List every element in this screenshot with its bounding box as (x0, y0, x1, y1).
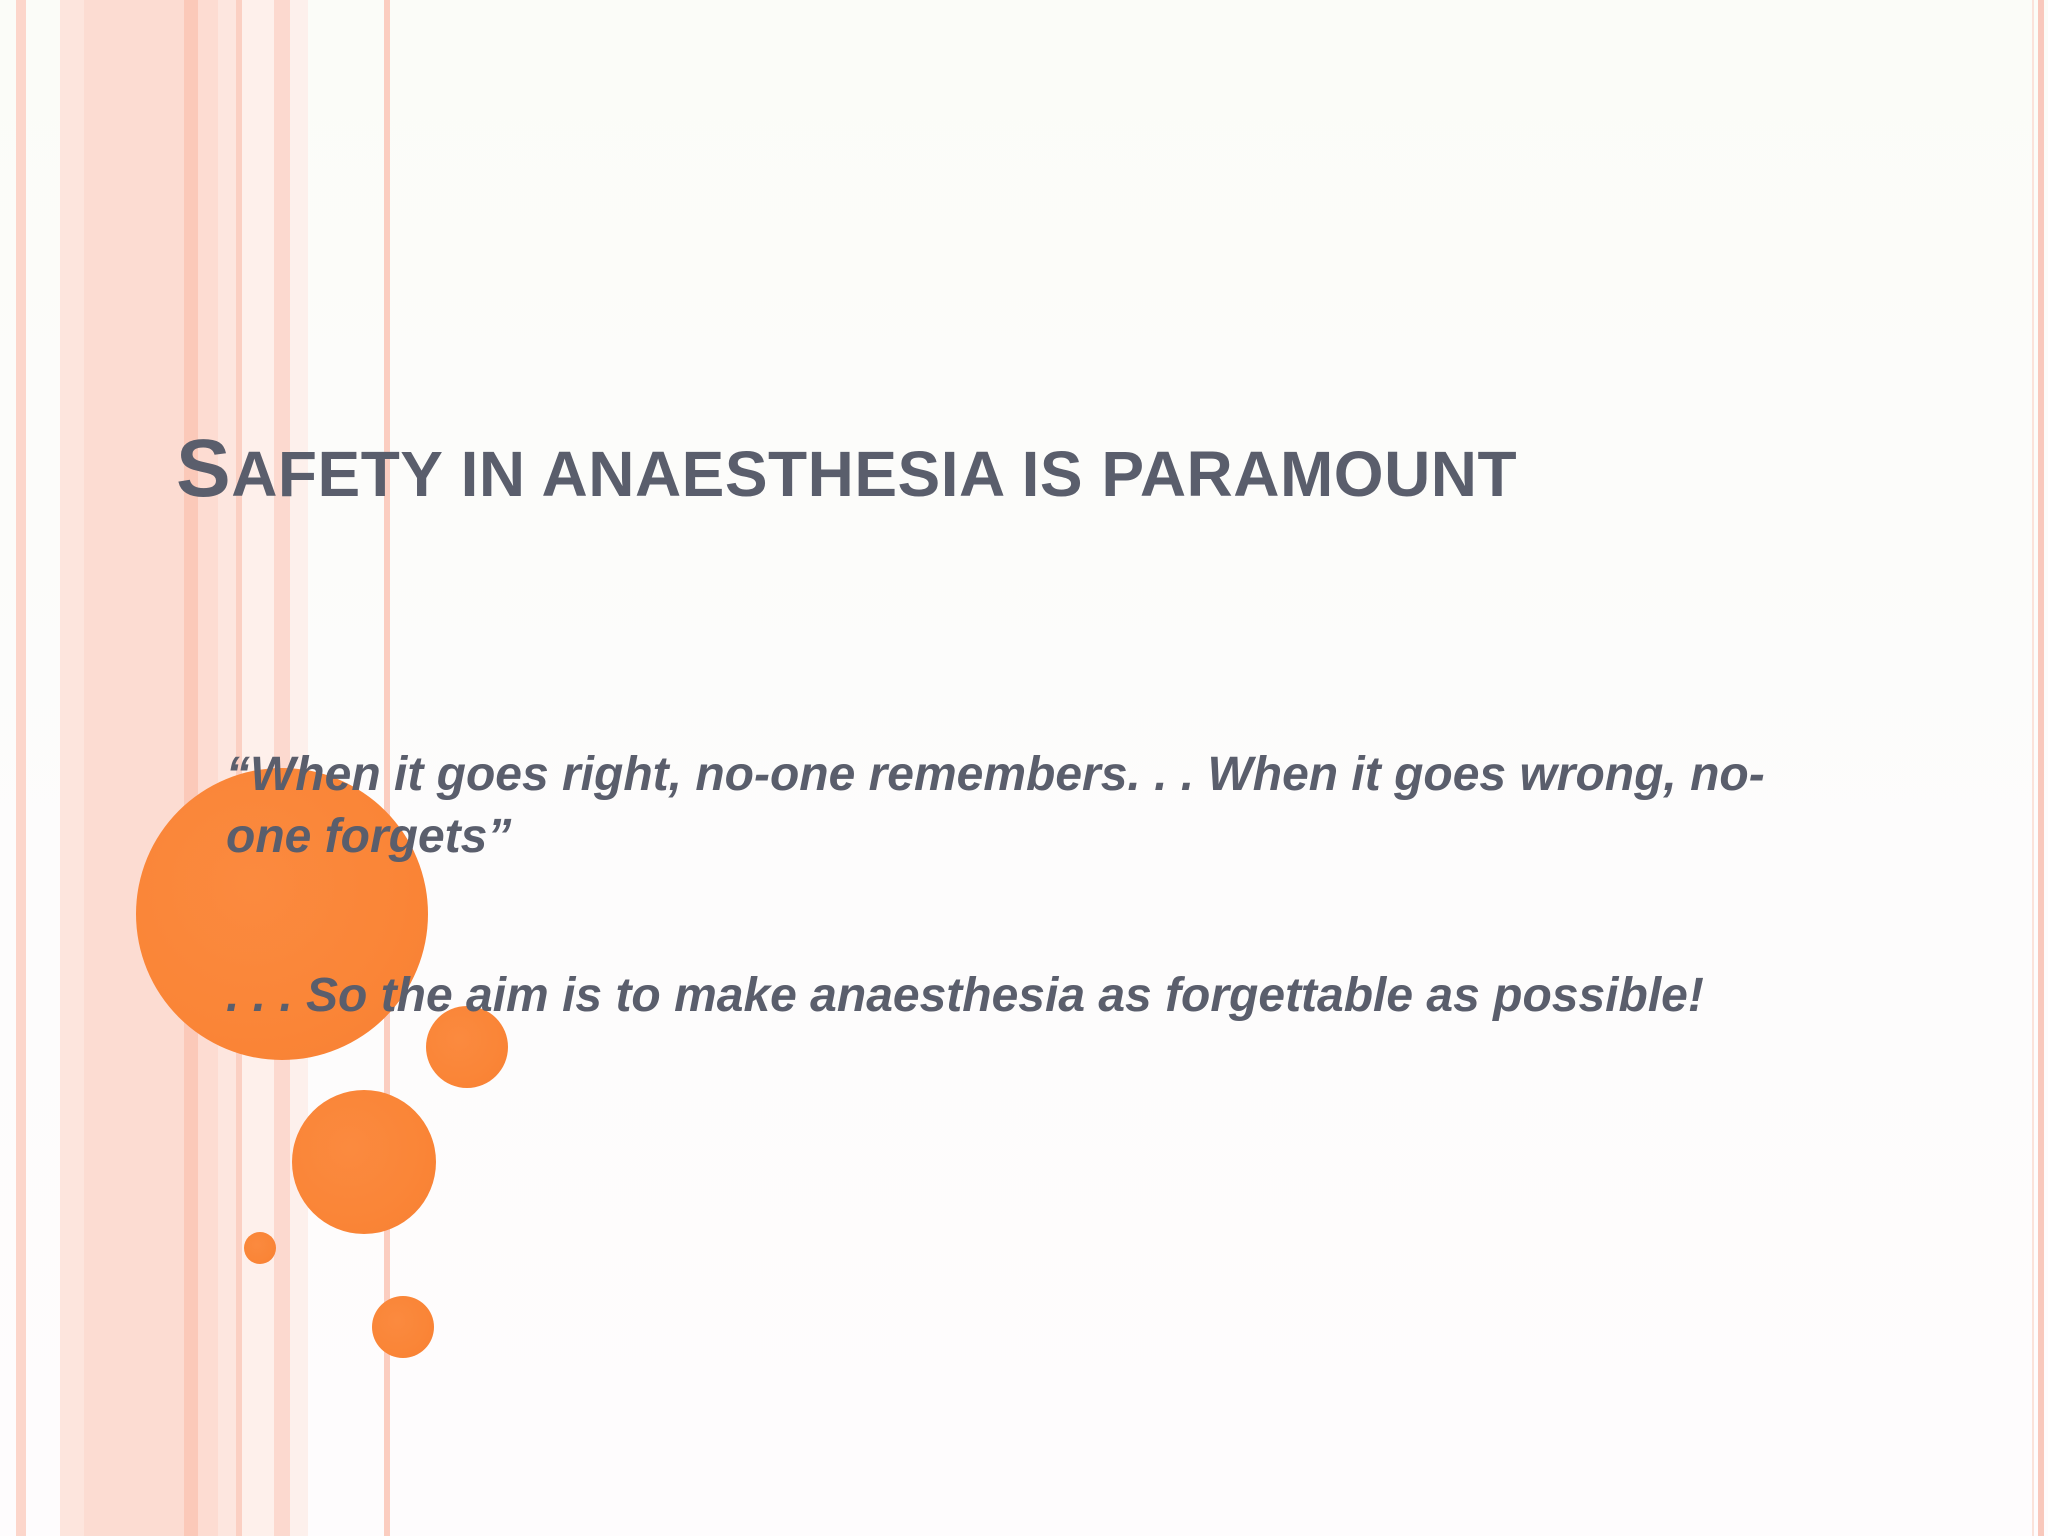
title-text: AFETY IN ANAESTHESIA IS PARAMOUNT (231, 438, 1518, 510)
slide-title (176, 420, 1517, 518)
stripe (16, 0, 26, 1536)
right-border-stripe-inner (2032, 0, 2034, 1536)
circle-bottom (372, 1296, 434, 1358)
tagline-text: . . . So the aim is to make anaesthesia as forgettable as possible! (226, 969, 1704, 1022)
stripe (60, 0, 84, 1536)
stripe (184, 0, 198, 1536)
quote-text: “When it goes right, no-one remembers. . . When it goes wrong, no-one forgets” (226, 748, 1765, 863)
right-border-stripe (2038, 0, 2044, 1536)
circle-medium (292, 1090, 436, 1234)
circle-tiny (244, 1232, 276, 1264)
stripe (198, 0, 218, 1536)
stripe (84, 0, 184, 1536)
title-initial: S (176, 423, 232, 514)
